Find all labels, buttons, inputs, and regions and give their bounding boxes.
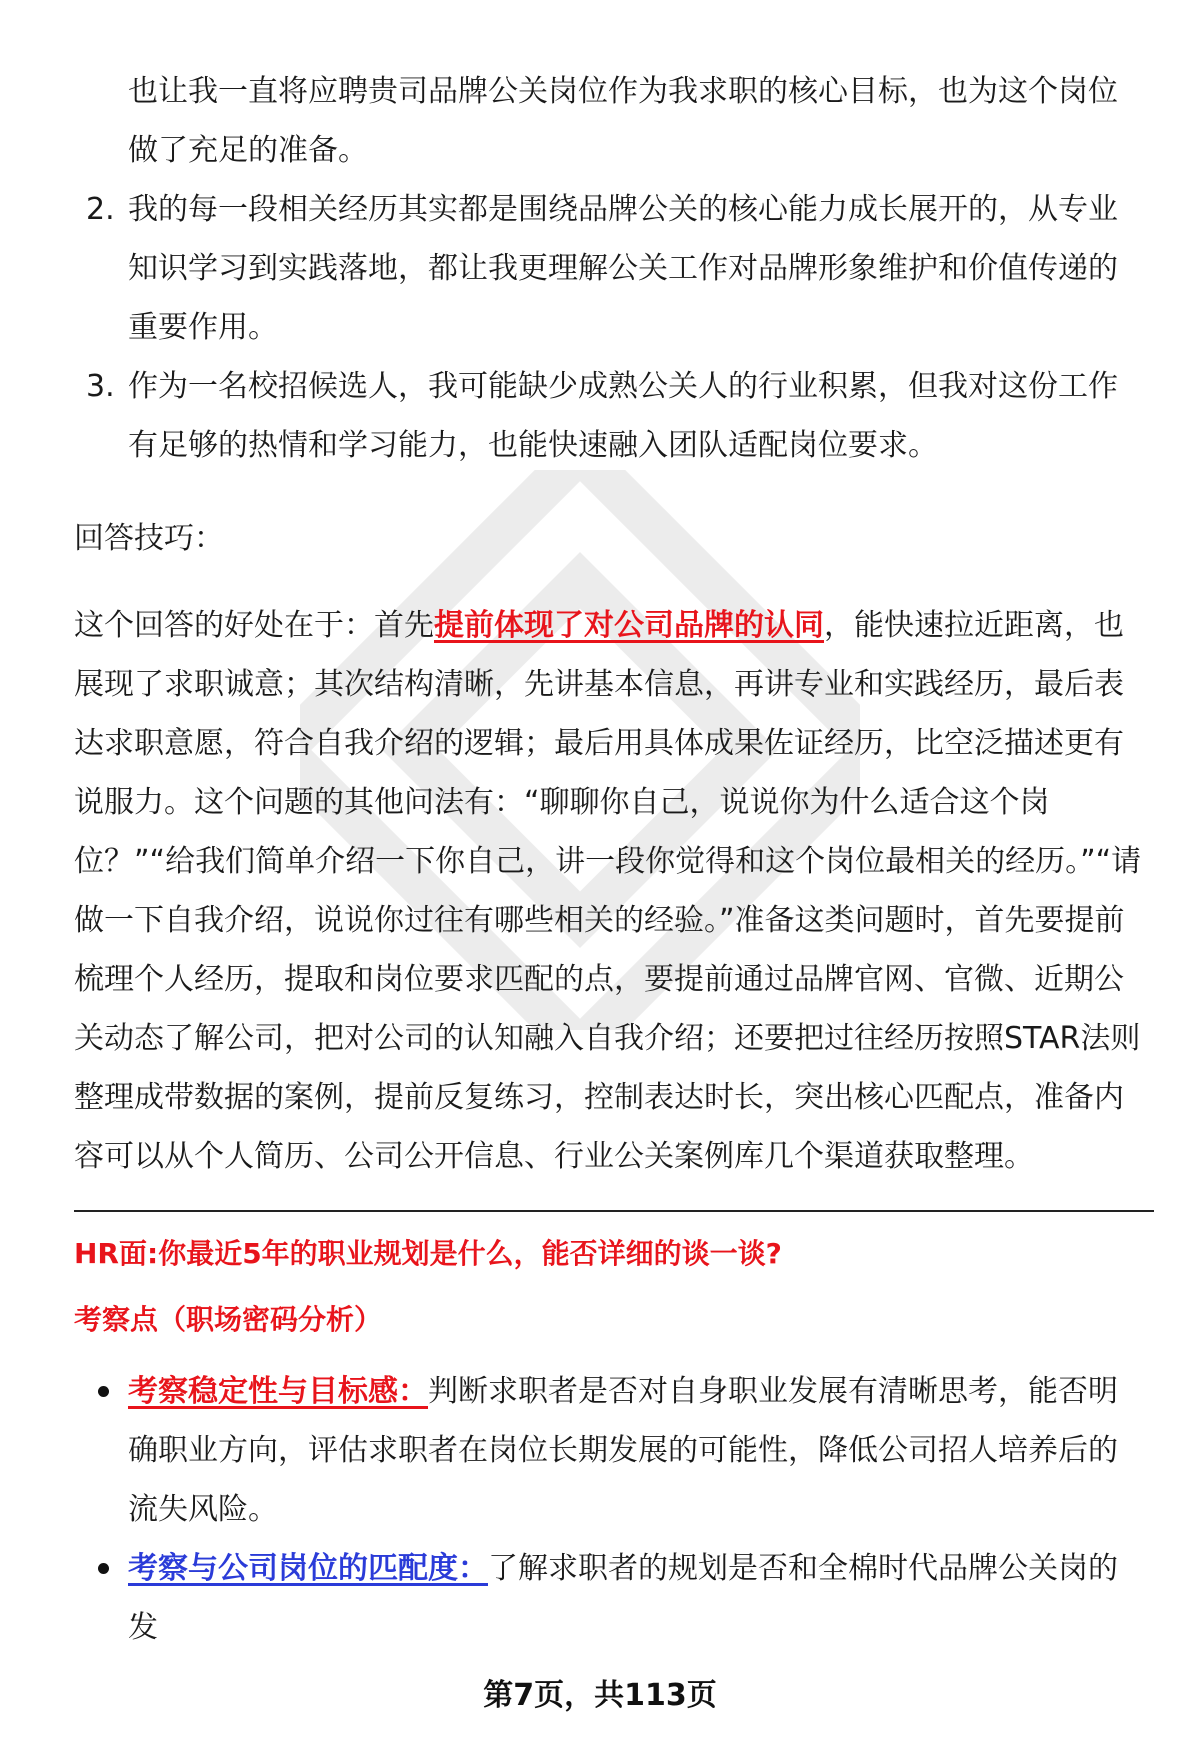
list-number: 3. [86, 369, 115, 404]
list-item-text: 也让我一直将应聘贵司品牌公关岗位作为我求职的核心目标，也为这个岗位做了充足的准备。 [128, 74, 1118, 168]
point-label: 考察稳定性与目标感： [128, 1374, 428, 1409]
tips-body: ，能快速拉近距离，也展现了求职诚意；其次结构清晰，先讲基本信息，再讲专业和实践经历，最后表达求职意愿，符合自我介绍的逻辑；最后用具体成果佐证经历，比空泛描述更有说服力。这个问题的其他问法有：“聊聊你自己，说说你为什么适合这个岗位？”“给我们简单介绍一下你自己，讲一段你觉得和这个岗位最相关的经历。”“请做一下自我介绍，说说你过往有哪些相关的经验。”准备这类问题时，首先要提前梳理个人经历，提取和岗位要求匹配的点，要提前通过品牌官网、官微、近期公关动态了解公司，把对公司的认知融入自我介绍；还要把过往经历按照STAR法则整理成带数据的案例，提前反复练习，控制表达时长，突出核心匹配点，准备内容可以从个人简历、公司公开信息、行业公关案例库几个渠道获取整理。 [74, 608, 1142, 1174]
bullet-dot [98, 1386, 109, 1397]
section-divider [74, 1210, 1154, 1212]
list-item-text: 我的每一段相关经历其实都是围绕品牌公关的核心能力成长展开的，从专业知识学习到实践落地，都让我更理解公关工作对品牌形象维护和价值传递的重要作用。 [128, 192, 1118, 345]
question-subtitle: 考察点（职场密码分析） [74, 1303, 383, 1336]
point-label[interactable]: 考察与公司岗位的匹配度： [128, 1551, 488, 1586]
list-item [74, 62, 1144, 180]
tips-highlight: 提前体现了对公司品牌的认同 [434, 608, 824, 643]
list-item-text: 作为一名校招候选人，我可能缺少成熟公关人的行业积累，但我对这份工作有足够的热情和学习能力，也能快速融入团队适配岗位要求。 [128, 369, 1118, 463]
list-item [74, 1362, 1144, 1539]
list-item [74, 357, 1144, 475]
document-body [74, 62, 1144, 1657]
page-footer: 第7页，共113页 [483, 1678, 717, 1713]
numbered-list [74, 62, 1144, 475]
tips-label: 回答技巧： [74, 521, 224, 556]
list-item [74, 1539, 1144, 1657]
question-title: HR面:你最近5年的职业规划是什么，能否详细的谈一谈? [74, 1237, 782, 1270]
point-text: 判断求职者是否对自身职业发展有清晰思考，能否明确职业方向，评估求职者在岗位长期发展的可能性，降低公司招人培养后的流失风险。 [128, 1374, 1118, 1527]
tips-intro: 这个回答的好处在于：首先 [74, 608, 434, 643]
bullet-dot [98, 1563, 109, 1574]
list-item [74, 180, 1144, 357]
point-text: 了解求职者的规划是否和全棉时代品牌公关岗的发 [128, 1551, 1118, 1645]
list-number: 2. [86, 192, 115, 227]
tips-paragraph [74, 596, 1144, 1186]
bullet-list [74, 1362, 1144, 1657]
